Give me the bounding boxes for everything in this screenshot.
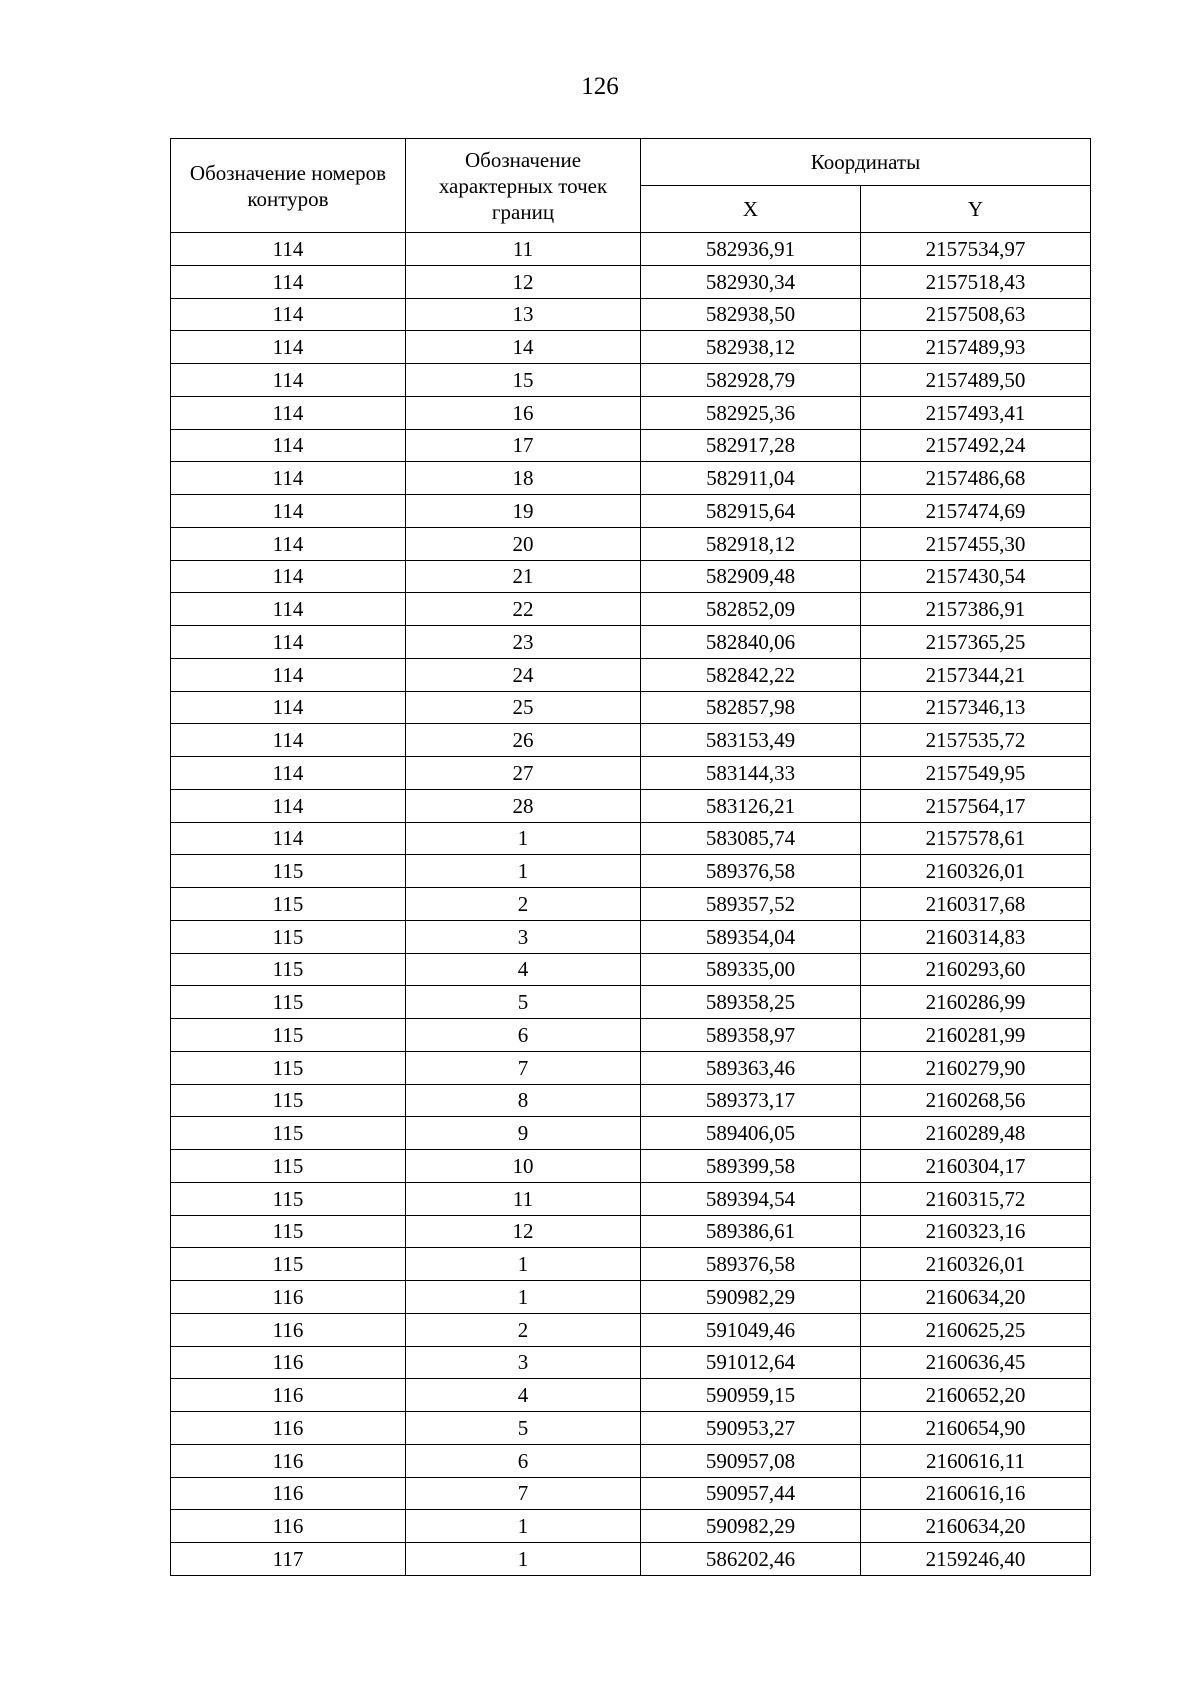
cell-x: 589335,00 <box>641 953 861 986</box>
cell-y: 2159246,40 <box>861 1543 1091 1576</box>
cell-x: 589399,58 <box>641 1150 861 1183</box>
cell-contour: 114 <box>171 593 406 626</box>
cell-x: 589386,61 <box>641 1215 861 1248</box>
cell-y: 2160625,25 <box>861 1313 1091 1346</box>
cell-point: 24 <box>406 658 641 691</box>
cell-point: 22 <box>406 593 641 626</box>
cell-y: 2157346,13 <box>861 691 1091 724</box>
cell-y: 2157493,41 <box>861 396 1091 429</box>
cell-y: 2160326,01 <box>861 1248 1091 1281</box>
cell-y: 2157492,24 <box>861 429 1091 462</box>
header-coordinates: Координаты <box>641 139 1091 186</box>
cell-y: 2157489,50 <box>861 364 1091 397</box>
table-row <box>171 691 1091 724</box>
cell-contour: 117 <box>171 1543 406 1576</box>
cell-x: 589373,17 <box>641 1084 861 1117</box>
header-point-designation: Обозначение характерных точек границ <box>406 139 641 233</box>
cell-x: 582857,98 <box>641 691 861 724</box>
table-row <box>171 560 1091 593</box>
cell-contour: 114 <box>171 527 406 560</box>
cell-x: 582930,34 <box>641 265 861 298</box>
cell-contour: 115 <box>171 1117 406 1150</box>
cell-point: 18 <box>406 462 641 495</box>
cell-y: 2160634,20 <box>861 1281 1091 1314</box>
cell-x: 591049,46 <box>641 1313 861 1346</box>
cell-y: 2157344,21 <box>861 658 1091 691</box>
cell-point: 1 <box>406 1248 641 1281</box>
cell-x: 590957,44 <box>641 1477 861 1510</box>
cell-point: 25 <box>406 691 641 724</box>
cell-point: 28 <box>406 789 641 822</box>
table-body <box>171 233 1091 1576</box>
table-row <box>171 888 1091 921</box>
table-row <box>171 1379 1091 1412</box>
cell-x: 583085,74 <box>641 822 861 855</box>
cell-point: 27 <box>406 757 641 790</box>
cell-point: 4 <box>406 953 641 986</box>
cell-point: 21 <box>406 560 641 593</box>
cell-contour: 114 <box>171 626 406 659</box>
table-row <box>171 658 1091 691</box>
cell-contour: 114 <box>171 757 406 790</box>
cell-y: 2160616,16 <box>861 1477 1091 1510</box>
cell-point: 3 <box>406 1346 641 1379</box>
table-row <box>171 1051 1091 1084</box>
cell-x: 589358,25 <box>641 986 861 1019</box>
cell-contour: 116 <box>171 1346 406 1379</box>
page-number: 126 <box>581 73 619 100</box>
cell-x: 582938,12 <box>641 331 861 364</box>
cell-point: 11 <box>406 1182 641 1215</box>
table-row <box>171 593 1091 626</box>
table-row <box>171 1248 1091 1281</box>
cell-x: 589394,54 <box>641 1182 861 1215</box>
cell-y: 2157430,54 <box>861 560 1091 593</box>
table-row <box>171 298 1091 331</box>
cell-y: 2160286,99 <box>861 986 1091 1019</box>
table-row <box>171 331 1091 364</box>
table-row <box>171 429 1091 462</box>
cell-x: 590957,08 <box>641 1444 861 1477</box>
cell-x: 583126,21 <box>641 789 861 822</box>
cell-contour: 114 <box>171 560 406 593</box>
cell-contour: 116 <box>171 1313 406 1346</box>
cell-point: 6 <box>406 1444 641 1477</box>
table-row <box>171 1412 1091 1445</box>
cell-contour: 115 <box>171 1150 406 1183</box>
cell-y: 2160281,99 <box>861 1019 1091 1052</box>
cell-contour: 115 <box>171 1215 406 1248</box>
cell-contour: 115 <box>171 855 406 888</box>
cell-point: 7 <box>406 1051 641 1084</box>
cell-contour: 114 <box>171 658 406 691</box>
cell-contour: 115 <box>171 888 406 921</box>
cell-y: 2157578,61 <box>861 822 1091 855</box>
table-row <box>171 527 1091 560</box>
cell-x: 590982,29 <box>641 1510 861 1543</box>
cell-y: 2160326,01 <box>861 855 1091 888</box>
cell-contour: 116 <box>171 1379 406 1412</box>
cell-y: 2157486,68 <box>861 462 1091 495</box>
table-row <box>171 626 1091 659</box>
cell-point: 4 <box>406 1379 641 1412</box>
table-row <box>171 265 1091 298</box>
cell-x: 589376,58 <box>641 1248 861 1281</box>
table-row <box>171 1543 1091 1576</box>
table-row <box>171 1510 1091 1543</box>
cell-y: 2160289,48 <box>861 1117 1091 1150</box>
cell-contour: 116 <box>171 1412 406 1445</box>
cell-point: 19 <box>406 495 641 528</box>
cell-x: 582938,50 <box>641 298 861 331</box>
table-row <box>171 233 1091 266</box>
cell-point: 1 <box>406 1543 641 1576</box>
cell-contour: 115 <box>171 953 406 986</box>
header-x: X <box>641 186 861 233</box>
cell-y: 2157365,25 <box>861 626 1091 659</box>
table-row <box>171 953 1091 986</box>
cell-point: 7 <box>406 1477 641 1510</box>
cell-x: 589376,58 <box>641 855 861 888</box>
table-row <box>171 1117 1091 1150</box>
cell-point: 16 <box>406 396 641 429</box>
cell-contour: 114 <box>171 298 406 331</box>
cell-x: 582917,28 <box>641 429 861 462</box>
cell-contour: 114 <box>171 331 406 364</box>
table-row <box>171 724 1091 757</box>
cell-contour: 115 <box>171 1084 406 1117</box>
cell-point: 2 <box>406 1313 641 1346</box>
cell-point: 5 <box>406 986 641 1019</box>
cell-contour: 116 <box>171 1510 406 1543</box>
cell-x: 590982,29 <box>641 1281 861 1314</box>
cell-y: 2157489,93 <box>861 331 1091 364</box>
cell-contour: 115 <box>171 1019 406 1052</box>
cell-point: 1 <box>406 855 641 888</box>
cell-y: 2157535,72 <box>861 724 1091 757</box>
cell-y: 2160654,90 <box>861 1412 1091 1445</box>
cell-point: 8 <box>406 1084 641 1117</box>
cell-x: 582915,64 <box>641 495 861 528</box>
table-row <box>171 757 1091 790</box>
cell-y: 2160315,72 <box>861 1182 1091 1215</box>
cell-x: 589354,04 <box>641 920 861 953</box>
cell-point: 2 <box>406 888 641 921</box>
cell-y: 2160314,83 <box>861 920 1091 953</box>
cell-point: 26 <box>406 724 641 757</box>
cell-x: 582918,12 <box>641 527 861 560</box>
cell-contour: 116 <box>171 1477 406 1510</box>
header-contour-number: Обозначение номеров контуров <box>171 139 406 233</box>
cell-point: 5 <box>406 1412 641 1445</box>
table-row <box>171 1313 1091 1346</box>
cell-x: 582909,48 <box>641 560 861 593</box>
cell-y: 2160634,20 <box>861 1510 1091 1543</box>
cell-contour: 114 <box>171 495 406 528</box>
table-row <box>171 364 1091 397</box>
cell-point: 1 <box>406 1510 641 1543</box>
cell-x: 582842,22 <box>641 658 861 691</box>
cell-point: 15 <box>406 364 641 397</box>
cell-contour: 114 <box>171 822 406 855</box>
cell-contour: 116 <box>171 1281 406 1314</box>
cell-x: 590953,27 <box>641 1412 861 1445</box>
cell-y: 2157564,17 <box>861 789 1091 822</box>
cell-point: 1 <box>406 822 641 855</box>
cell-point: 12 <box>406 265 641 298</box>
cell-x: 589406,05 <box>641 1117 861 1150</box>
coordinates-table <box>170 138 1091 1576</box>
table-row <box>171 1019 1091 1052</box>
cell-contour: 114 <box>171 724 406 757</box>
cell-point: 3 <box>406 920 641 953</box>
cell-x: 583153,49 <box>641 724 861 757</box>
cell-x: 582840,06 <box>641 626 861 659</box>
cell-y: 2157549,95 <box>861 757 1091 790</box>
cell-contour: 114 <box>171 265 406 298</box>
cell-x: 589358,97 <box>641 1019 861 1052</box>
table-row <box>171 920 1091 953</box>
cell-y: 2157474,69 <box>861 495 1091 528</box>
cell-x: 591012,64 <box>641 1346 861 1379</box>
table-row <box>171 1281 1091 1314</box>
cell-y: 2157386,91 <box>861 593 1091 626</box>
table-row <box>171 1084 1091 1117</box>
cell-contour: 114 <box>171 364 406 397</box>
table-row <box>171 1346 1091 1379</box>
table-row <box>171 1150 1091 1183</box>
cell-contour: 115 <box>171 986 406 1019</box>
cell-point: 13 <box>406 298 641 331</box>
cell-point: 1 <box>406 1281 641 1314</box>
cell-point: 17 <box>406 429 641 462</box>
cell-contour: 116 <box>171 1444 406 1477</box>
table-row <box>171 1182 1091 1215</box>
table-row <box>171 1477 1091 1510</box>
cell-point: 11 <box>406 233 641 266</box>
cell-y: 2160323,16 <box>861 1215 1091 1248</box>
cell-y: 2157508,63 <box>861 298 1091 331</box>
cell-x: 589363,46 <box>641 1051 861 1084</box>
cell-x: 582925,36 <box>641 396 861 429</box>
cell-y: 2160636,45 <box>861 1346 1091 1379</box>
table-row <box>171 789 1091 822</box>
cell-y: 2160616,11 <box>861 1444 1091 1477</box>
cell-point: 14 <box>406 331 641 364</box>
cell-y: 2157534,97 <box>861 233 1091 266</box>
cell-x: 589357,52 <box>641 888 861 921</box>
table-row <box>171 986 1091 1019</box>
cell-contour: 115 <box>171 920 406 953</box>
table-row <box>171 462 1091 495</box>
cell-contour: 114 <box>171 691 406 724</box>
cell-point: 9 <box>406 1117 641 1150</box>
table-row <box>171 396 1091 429</box>
cell-contour: 115 <box>171 1182 406 1215</box>
table-row <box>171 855 1091 888</box>
cell-y: 2160304,17 <box>861 1150 1091 1183</box>
table-row <box>171 1444 1091 1477</box>
cell-contour: 115 <box>171 1051 406 1084</box>
cell-x: 590959,15 <box>641 1379 861 1412</box>
table-row <box>171 822 1091 855</box>
table-row <box>171 495 1091 528</box>
cell-point: 12 <box>406 1215 641 1248</box>
cell-point: 20 <box>406 527 641 560</box>
cell-y: 2157518,43 <box>861 265 1091 298</box>
header-y: Y <box>861 186 1091 233</box>
cell-x: 586202,46 <box>641 1543 861 1576</box>
cell-y: 2160279,90 <box>861 1051 1091 1084</box>
cell-point: 6 <box>406 1019 641 1052</box>
cell-x: 582852,09 <box>641 593 861 626</box>
cell-point: 10 <box>406 1150 641 1183</box>
cell-x: 582928,79 <box>641 364 861 397</box>
cell-y: 2160317,68 <box>861 888 1091 921</box>
cell-point: 23 <box>406 626 641 659</box>
table-row <box>171 1215 1091 1248</box>
cell-contour: 115 <box>171 1248 406 1281</box>
cell-contour: 114 <box>171 233 406 266</box>
cell-contour: 114 <box>171 429 406 462</box>
cell-contour: 114 <box>171 396 406 429</box>
cell-x: 582936,91 <box>641 233 861 266</box>
cell-contour: 114 <box>171 462 406 495</box>
cell-contour: 114 <box>171 789 406 822</box>
cell-y: 2160652,20 <box>861 1379 1091 1412</box>
cell-y: 2157455,30 <box>861 527 1091 560</box>
cell-y: 2160293,60 <box>861 953 1091 986</box>
cell-x: 583144,33 <box>641 757 861 790</box>
cell-x: 582911,04 <box>641 462 861 495</box>
cell-y: 2160268,56 <box>861 1084 1091 1117</box>
